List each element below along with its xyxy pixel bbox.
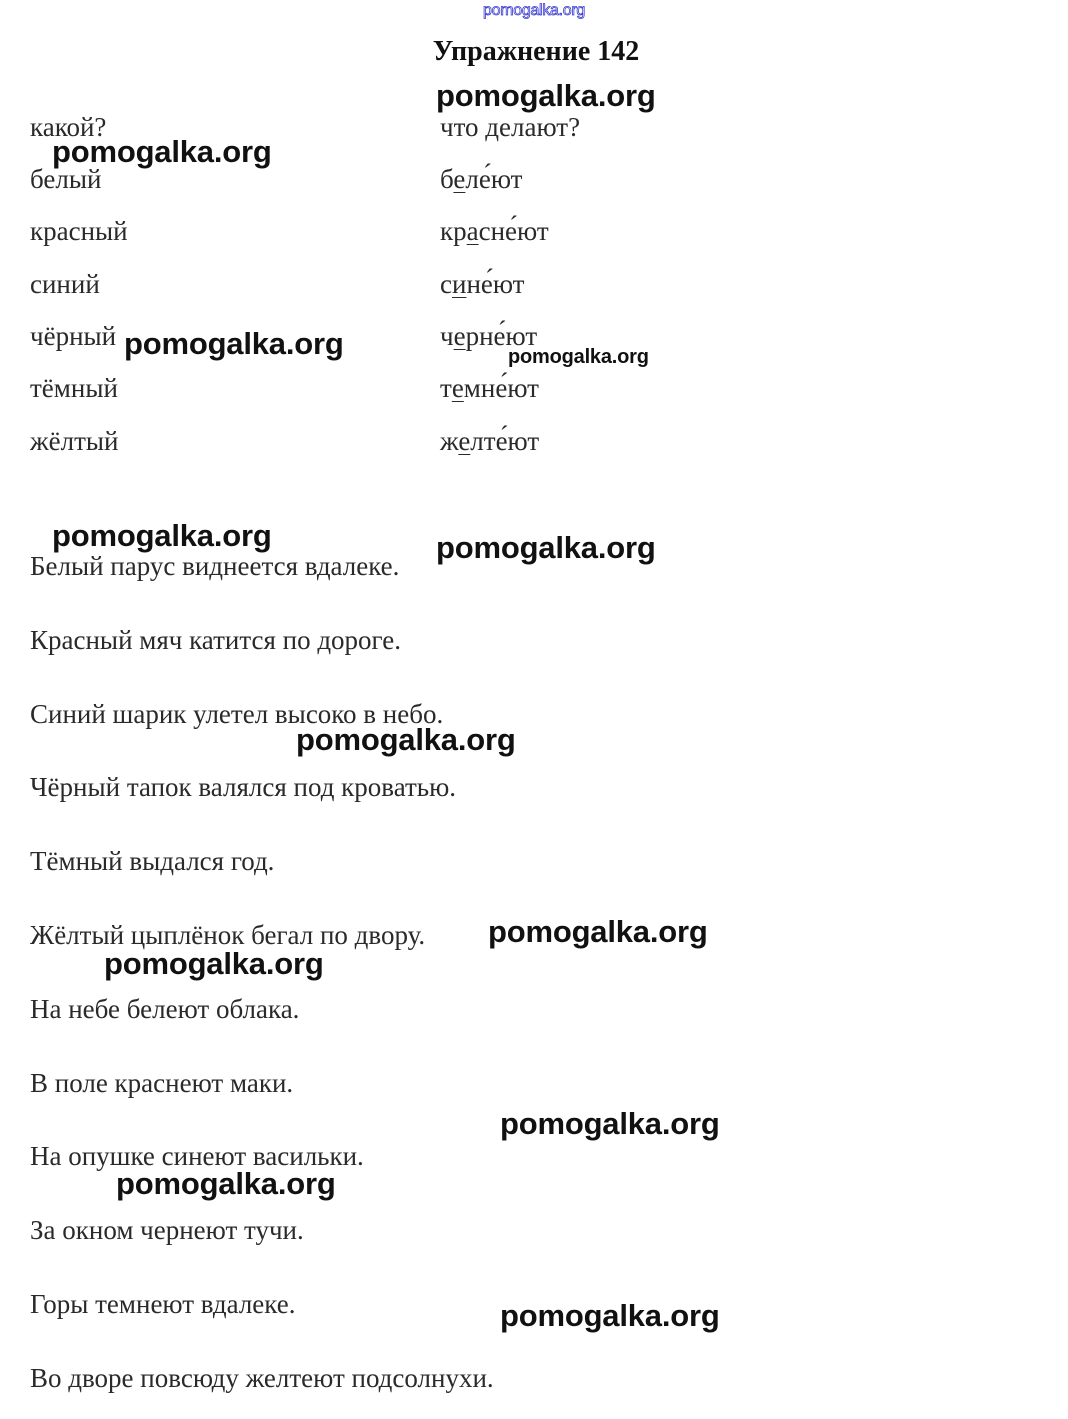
verb-prefix: ж xyxy=(440,425,459,456)
watermark-text: pomogalka.org xyxy=(436,530,656,565)
sentence: Чёрный тапок валялся под кроватью. xyxy=(30,772,457,803)
sentence: Горы темнеют вдалеке. xyxy=(30,1289,296,1319)
underlined-vowel: а xyxy=(466,216,479,247)
adjective: чёрный xyxy=(30,320,117,351)
verb-prefix: ч xyxy=(440,320,454,351)
watermark-text: pomogalka.org xyxy=(104,946,324,981)
verb-rest: не́ют xyxy=(466,268,525,299)
underlined-vowel: е xyxy=(453,164,466,194)
verb-prefix: т xyxy=(440,373,452,404)
site-watermark-top: pomogalka.org xyxy=(483,2,585,19)
watermark-text: pomogalka.org xyxy=(124,326,344,361)
verb-rest: рне́ют xyxy=(465,320,538,351)
verb-prefix: кр xyxy=(440,216,467,247)
verb xyxy=(440,216,549,246)
verb xyxy=(440,426,539,456)
exercise-title: Упражнение 142 xyxy=(432,36,640,67)
adjective: белый xyxy=(30,164,102,194)
watermark-text: pomogalka.org xyxy=(52,518,272,553)
verb xyxy=(440,373,539,403)
sentence: Во дворе повсюду желтеют подсолнухи. xyxy=(30,1362,494,1393)
sentence: В поле краснеют маки. xyxy=(30,1067,294,1098)
watermark-text: pomogalka.org xyxy=(116,1166,336,1201)
sentence: За окном чернеют тучи. xyxy=(30,1215,304,1246)
sentence: Синий шарик улетел высоко в небо. xyxy=(30,698,444,729)
watermark-text: pomogalka.org xyxy=(488,914,708,949)
underlined-vowel: е xyxy=(458,425,471,456)
verb-prefix: с xyxy=(440,268,452,299)
sentence: Красный мяч катится по дороге. xyxy=(30,624,402,655)
right-column-header: что делают? xyxy=(440,112,581,142)
underlined-vowel: е xyxy=(453,320,466,351)
verb xyxy=(440,164,522,194)
adjective: жёлтый xyxy=(30,425,119,456)
watermark-text: pomogalka.org xyxy=(500,1106,720,1141)
adjective: красный xyxy=(30,216,128,247)
watermark-text: pomogalka.org xyxy=(500,1298,720,1333)
watermark-text: pomogalka.org xyxy=(296,722,516,757)
verb-rest: лте́ют xyxy=(470,425,540,456)
sentence: На опушке синеют васильки. xyxy=(30,1141,364,1172)
verb-rest: мне́ют xyxy=(463,373,539,404)
verb-prefix: б xyxy=(440,164,454,194)
left-column-header: какой? xyxy=(30,112,107,142)
verb-rest: сне́ют xyxy=(478,216,549,247)
sentence: Тёмный выдался год. xyxy=(30,846,275,877)
adjective: тёмный xyxy=(30,373,118,404)
underlined-vowel: е xyxy=(451,373,464,404)
adjective: синий xyxy=(30,268,100,299)
sentence: Белый парус виднеется вдалеке. xyxy=(30,551,400,581)
verb-rest: ле́ют xyxy=(465,164,523,194)
watermark-text: pomogalka.org xyxy=(52,134,272,169)
sentence: Жёлтый цыплёнок бегал по двору. xyxy=(30,920,426,950)
watermark-text: pomogalka.org xyxy=(436,78,656,113)
underlined-vowel: и xyxy=(451,268,467,299)
sentence: На небе белеют облака. xyxy=(30,993,300,1024)
verb xyxy=(440,269,525,299)
watermark-text: pomogalka.org xyxy=(508,346,649,368)
